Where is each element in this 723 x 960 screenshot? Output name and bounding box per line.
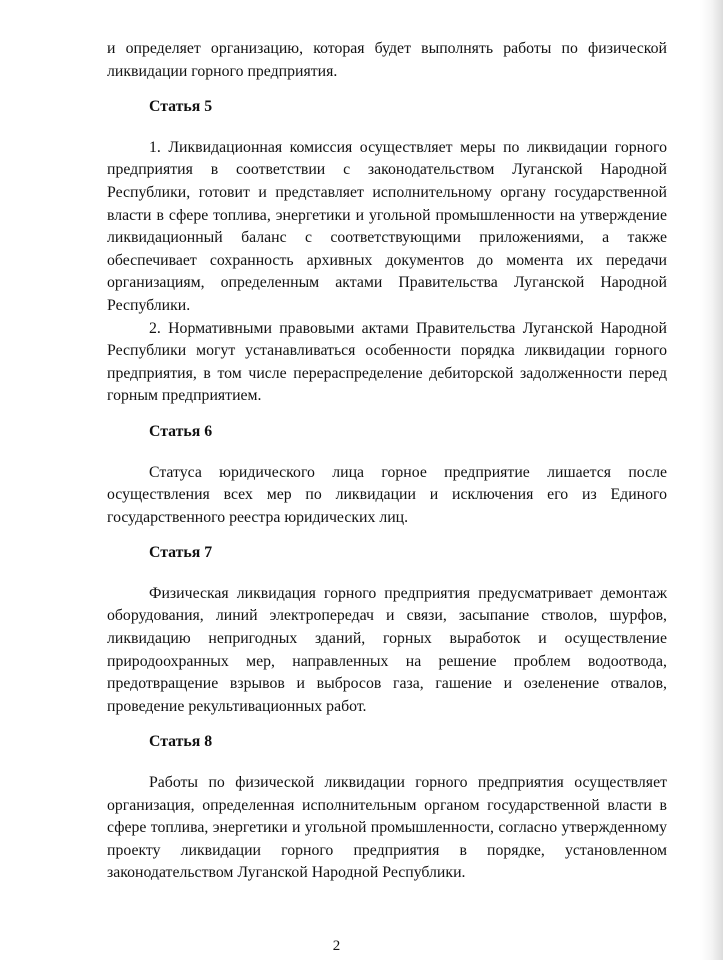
page-number: 2: [332, 938, 341, 954]
intro-paragraph: и определяет организацию, которая будет выполнять работы по физической ликвидации горного предприятия.: [107, 40, 667, 80]
article-heading: Статья 5: [149, 98, 213, 116]
article-7: [107, 542, 667, 718]
article-6: [107, 421, 667, 529]
article-8: [107, 731, 667, 885]
article-paragraph: 2. Нормативными правовыми актами Правительства Луганской Народной Республики могут устанавливаться особенности порядка ликвидации горного предприятия, в том числе перераспределение дебиторской задолженности перед горным предприятием.: [107, 319, 667, 405]
article-paragraph: Работы по физической ликвидации горного предприятия осуществляет организация, определенная исполнительным органом государственной власти в сфере топлива, энергетики и угольной промышленности, согласно утвержденному проекту ликвидации горного предприятия в порядке, установленном законодательством Луганской Народной Республики.: [107, 774, 667, 882]
article-paragraph: Статуса юридического лица горное предприятие лишается после осуществления всех мер по ликвидации и исключения его из Единого государственного реестра юридических лиц.: [107, 463, 667, 526]
article-heading: Статья 7: [149, 544, 213, 562]
article-heading: Статья 6: [149, 422, 213, 440]
article-paragraph: 1. Ликвидационная комиссия осуществляет меры по ликвидации горного предприятия в соответствии с законодательством Луганской Народной Республики, готовит и представляет исполнительному органу государственной власти в сфере топлива, энергетики и угольной промышленности на утверждение ликвидационный баланс с соответствующими приложениями, а также обеспечивает сохранность архивных документов до момента их передачи организациям, определенным актами Правительства Луганской Народной Республики.: [107, 138, 667, 314]
document-body: [107, 38, 667, 885]
article-heading: Статья 8: [149, 733, 213, 751]
article-paragraph: Физическая ликвидация горного предприятия предусматривает демонтаж оборудования, линий электропередач и связи, засыпание стволов, шурфов, ликвидацию непригодных зданий, горных выработок и осуществление природоохранных мер, направленных на решение проблем водоотвода, предотвращение взрывов и выбросов газа, гашение и озеленение отвалов, проведение рекультивационных работ.: [107, 584, 667, 715]
article-5: [107, 96, 667, 408]
